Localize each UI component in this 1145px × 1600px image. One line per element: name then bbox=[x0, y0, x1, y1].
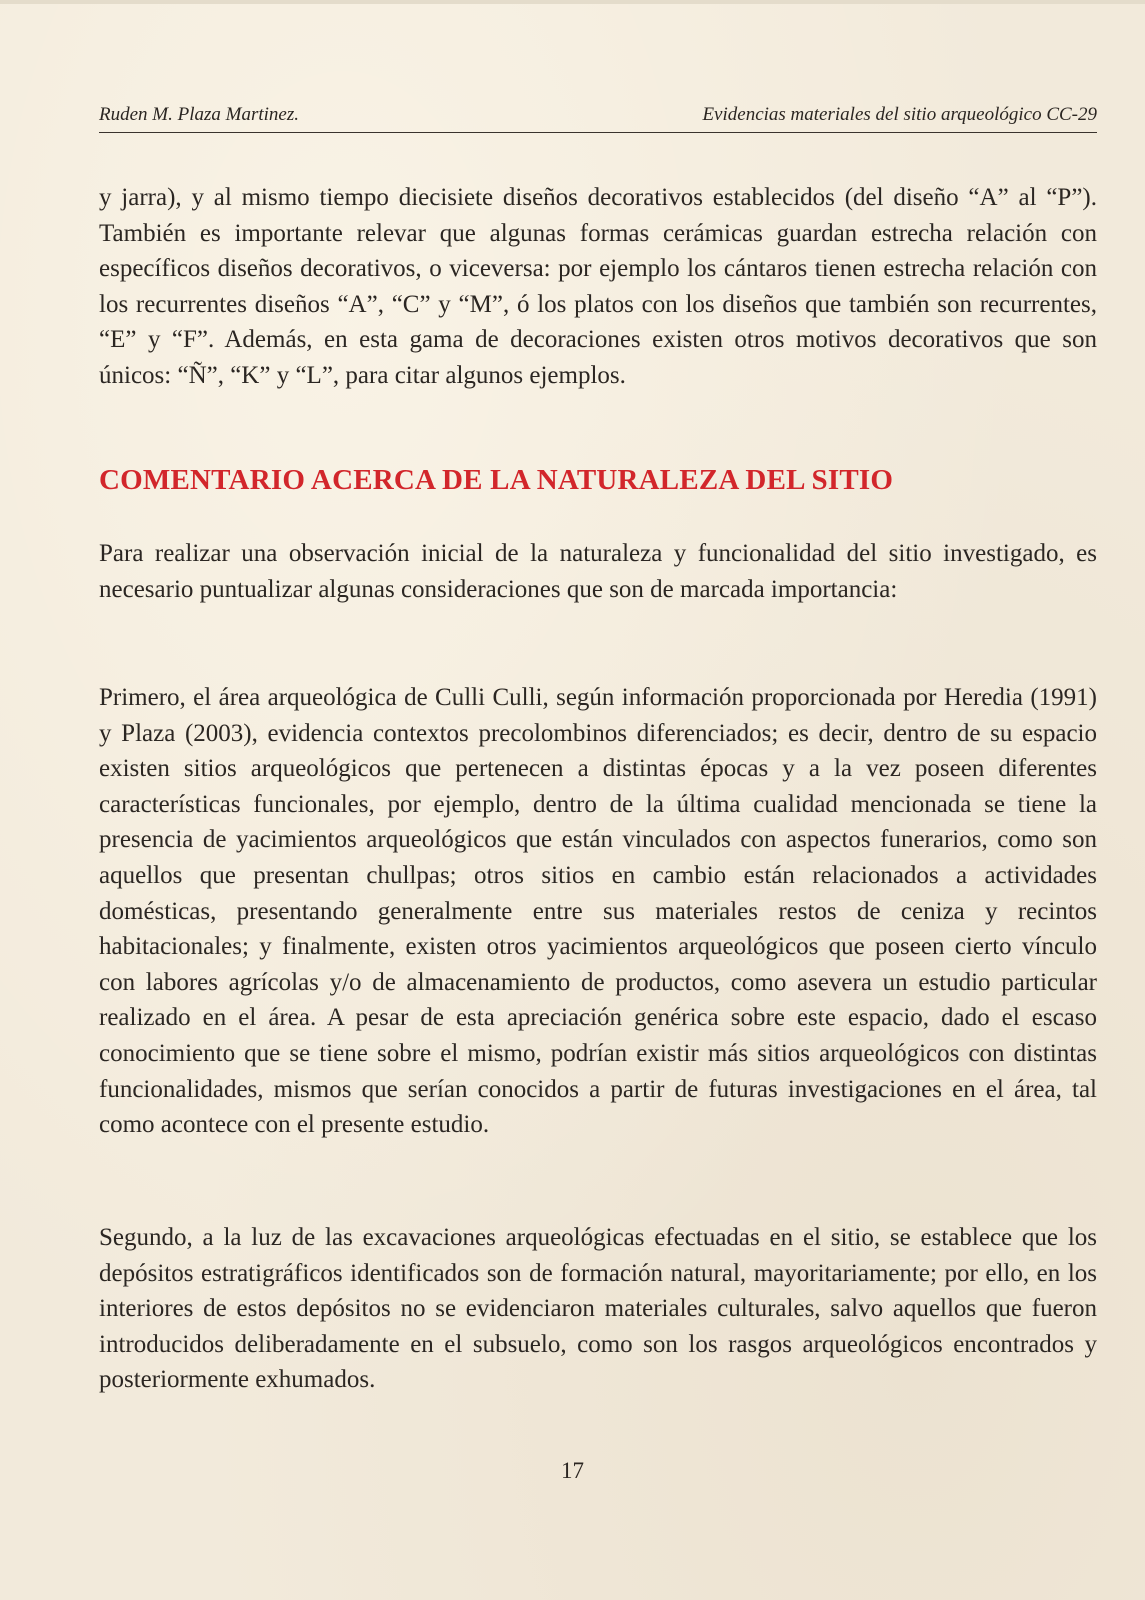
paragraph-continuation: y jarra), y al mismo tiempo diecisiete diseños decorativos establecidos (del diseño “A” al “P”). También es importante relevar que algunas formas cerámicas guardan estrecha relación con específicos diseños decorativos, o viceversa: por ejemplo los cántaros tienen estrecha relación con los recurrentes diseños “A”, “C” y “M”, ó los platos con los diseños que también son recurrentes, “E” y “F”. Además, en esta gama de decoraciones existen otros motivos decorativos que son únicos: “Ñ”, “K” y “L”, para citar algunos ejemplos. bbox=[99, 184, 1097, 389]
header-title: Evidencias materiales del sitio arqueológico CC-29 bbox=[702, 104, 1097, 125]
page-number: 17 bbox=[561, 1458, 584, 1483]
section-heading: COMENTARIO ACERCA DE LA NATURALEZA DEL SITIO bbox=[99, 464, 894, 496]
paragraph-primero: Primero, el área arqueológica de Culli Culli, según información proporcionada por Heredia (1991) y Plaza (2003), evidencia contextos precolombinos diferenciados; es decir, dentro de su espacio existen sitios arqueológicos que pertenecen a distintas épocas y a la vez poseen diferentes características funcionales, por ejemplo, dentro de la última cualidad mencionada se tiene la presencia de yacimientos arqueológicos que están vinculados con aspectos funerarios, como son aquellos que presentan chullpas; otros sitios en cambio están relacionados a actividades domésticas, presentando generalmente entre sus materiales restos de ceniza y recintos habitacionales; y finalmente, existen otros yacimientos arqueológicos que poseen cierto vínculo con labores agrícolas y/o de almacenamiento de productos, como asevera un estudio particular realizado en el área. A pesar de esta apreciación genérica sobre este espacio, dado el escaso conocimiento que se tiene sobre el mismo, podrían existir más sitios arqueológicos con distintas funcionalidades, mismos que serían conocidos a partir de futuras investigaciones en el área, tal como acontece con el presente estudio. bbox=[99, 684, 1097, 1139]
running-header bbox=[99, 100, 1097, 133]
page-top-edge bbox=[0, 0, 1145, 4]
paragraph-intro: Para realizar una observación inicial de la naturaleza y funcionalidad del sitio investigado, es necesario puntualizar algunas consideraciones que son de marcada importancia: bbox=[99, 540, 1097, 603]
paragraph-segundo: Segundo, a la luz de las excavaciones arqueológicas efectuadas en el sitio, se establece que los depósitos estratigráficos identificados son de formación natural, mayoritariamente; por ello, en los interiores de estos depósitos no se evidenciaron materiales culturales, salvo aquellos que fueron introducidos deliberadamente en el subsuelo, como son los rasgos arqueológicos encontrados y posteriormente exhumados. bbox=[99, 1224, 1097, 1394]
header-author: Ruden M. Plaza Martinez. bbox=[99, 104, 300, 125]
